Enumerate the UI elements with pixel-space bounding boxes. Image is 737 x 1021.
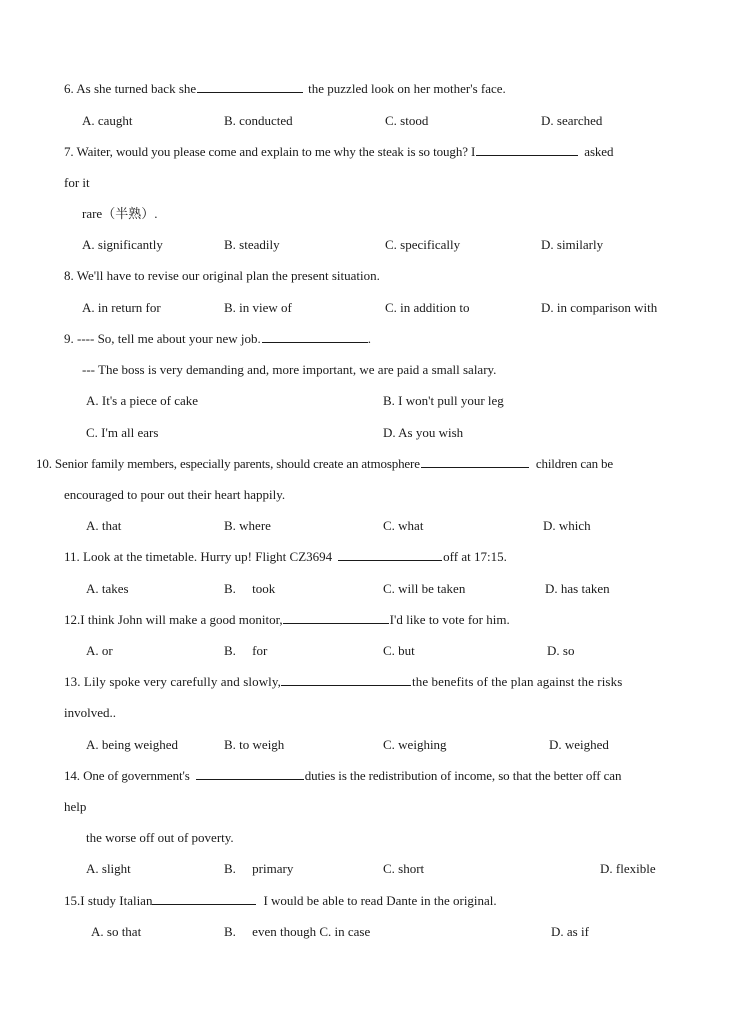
option-c[interactable]: C. will be taken	[383, 581, 466, 596]
question-stem-end: off at 17:15.	[443, 549, 507, 564]
option-d[interactable]: D. in comparison with	[541, 300, 658, 315]
question-stem: We'll have to revise our original plan the present situation.	[76, 268, 380, 283]
option-c[interactable]: C. in addition to	[385, 300, 470, 315]
option-c[interactable]: C. stood	[385, 113, 429, 128]
option-a[interactable]: A. takes	[86, 581, 129, 596]
question-stem-end: I would be able to read Dante in the original.	[263, 893, 497, 908]
option-d[interactable]: D. as if	[551, 924, 589, 939]
option-a[interactable]: A. so that	[91, 924, 142, 939]
question-number: 9.	[64, 331, 74, 346]
question-number: 14.	[64, 768, 80, 783]
option-a[interactable]: A. It's a piece of cake	[86, 393, 199, 408]
question-number: 13.	[64, 674, 81, 689]
option-a[interactable]: A. being weighed	[86, 737, 179, 752]
option-b[interactable]: B. primary	[224, 861, 294, 876]
question-number: 15.	[64, 893, 81, 908]
question-stem-end: I'd like to vote for him.	[389, 612, 510, 627]
option-b-c[interactable]: B. even though C. in case	[224, 924, 371, 939]
option-c[interactable]: C. short	[383, 861, 425, 876]
option-b[interactable]: B. where	[224, 518, 271, 533]
option-b[interactable]: B. took	[224, 581, 276, 596]
question-stem-end: children can be	[535, 456, 614, 471]
option-b[interactable]: B. conducted	[224, 113, 293, 128]
option-c[interactable]: C. I'm all ears	[86, 425, 159, 440]
question-stem-end: asked	[584, 144, 614, 159]
option-b[interactable]: B. I won't pull your leg	[383, 393, 504, 408]
answer-blank[interactable]	[281, 674, 411, 686]
question-6	[64, 81, 506, 97]
answer-blank[interactable]	[421, 456, 529, 468]
question-7-line-2: for it	[64, 175, 90, 190]
option-a[interactable]: A. significantly	[82, 237, 163, 252]
question-14-line-2: help	[64, 799, 87, 814]
answer-blank[interactable]	[262, 331, 368, 343]
answer-blank[interactable]	[476, 144, 578, 156]
question-8	[64, 268, 380, 284]
option-c[interactable]: C. specifically	[385, 237, 461, 252]
option-a[interactable]: A. slight	[86, 861, 131, 876]
answer-blank[interactable]	[152, 893, 256, 905]
question-stem-end: the benefits of the plan against the risks	[412, 674, 623, 689]
question-stem: One of government's	[83, 768, 190, 783]
question-stem: Waiter, would you please come and explain to me why the steak is so tough? I	[76, 144, 476, 159]
question-number: 8.	[64, 268, 74, 283]
question-13-line-2: involved..	[64, 705, 116, 720]
option-d[interactable]: D. which	[543, 518, 591, 533]
question-13	[64, 674, 622, 690]
question-11	[64, 549, 507, 565]
question-stem-end: the puzzled look on her mother's face.	[308, 81, 506, 96]
question-10	[36, 456, 613, 472]
question-7-line-3: rare（半熟）.	[82, 206, 158, 221]
option-c[interactable]: C. what	[383, 518, 424, 533]
question-10-line-2: encouraged to pour out their heart happily.	[64, 487, 286, 502]
option-d[interactable]: D. searched	[541, 113, 603, 128]
option-d[interactable]: D. similarly	[541, 237, 604, 252]
question-number: 12.	[64, 612, 81, 627]
option-c[interactable]: C. but	[383, 643, 415, 658]
question-number: 6.	[64, 81, 74, 96]
option-d[interactable]: D. As you wish	[383, 425, 464, 440]
question-number: 7.	[64, 144, 74, 159]
option-d[interactable]: D. has taken	[545, 581, 610, 596]
question-12	[64, 612, 510, 628]
question-stem: Senior family members, especially parents, should create an atmosphere	[54, 456, 420, 471]
answer-blank[interactable]	[197, 81, 303, 93]
option-d[interactable]: D. flexible	[600, 861, 656, 876]
question-stem: I think John will make a good monitor,	[80, 612, 283, 627]
question-14	[64, 768, 621, 784]
question-stem: Look at the timetable. Hurry up! Flight CZ3694	[83, 549, 333, 564]
question-9	[64, 331, 371, 347]
option-b[interactable]: B. for	[224, 643, 268, 658]
option-d[interactable]: D. weighed	[549, 737, 609, 752]
question-14-line-3: the worse off out of poverty.	[86, 830, 234, 845]
question-15	[64, 893, 497, 909]
answer-blank[interactable]	[338, 549, 442, 561]
question-stem: As she turned back she	[76, 81, 197, 96]
question-7	[64, 144, 613, 160]
option-a[interactable]: A. caught	[82, 113, 133, 128]
question-number: 11.	[64, 549, 80, 564]
option-b[interactable]: B. steadily	[224, 237, 280, 252]
option-c[interactable]: C. weighing	[383, 737, 447, 752]
option-a[interactable]: A. that	[86, 518, 122, 533]
option-b[interactable]: B. in view of	[224, 300, 292, 315]
question-stem-end: duties is the redistribution of income, so that the better off can	[304, 768, 622, 783]
answer-blank[interactable]	[283, 612, 389, 624]
question-stem: Lily spoke very carefully and slowly,	[83, 674, 282, 689]
question-stem: I study Italian	[80, 893, 153, 908]
question-stem: ---- So, tell me about your new job.	[77, 331, 261, 346]
question-stem-end: .	[367, 331, 372, 346]
answer-blank[interactable]	[196, 768, 304, 780]
question-9-line-2: --- The boss is very demanding and, more important, we are paid a small salary.	[82, 362, 497, 377]
question-number: 10.	[36, 456, 52, 471]
option-b[interactable]: B. to weigh	[224, 737, 285, 752]
option-d[interactable]: D. so	[547, 643, 575, 658]
option-a[interactable]: A. or	[86, 643, 113, 658]
option-a[interactable]: A. in return for	[82, 300, 161, 315]
